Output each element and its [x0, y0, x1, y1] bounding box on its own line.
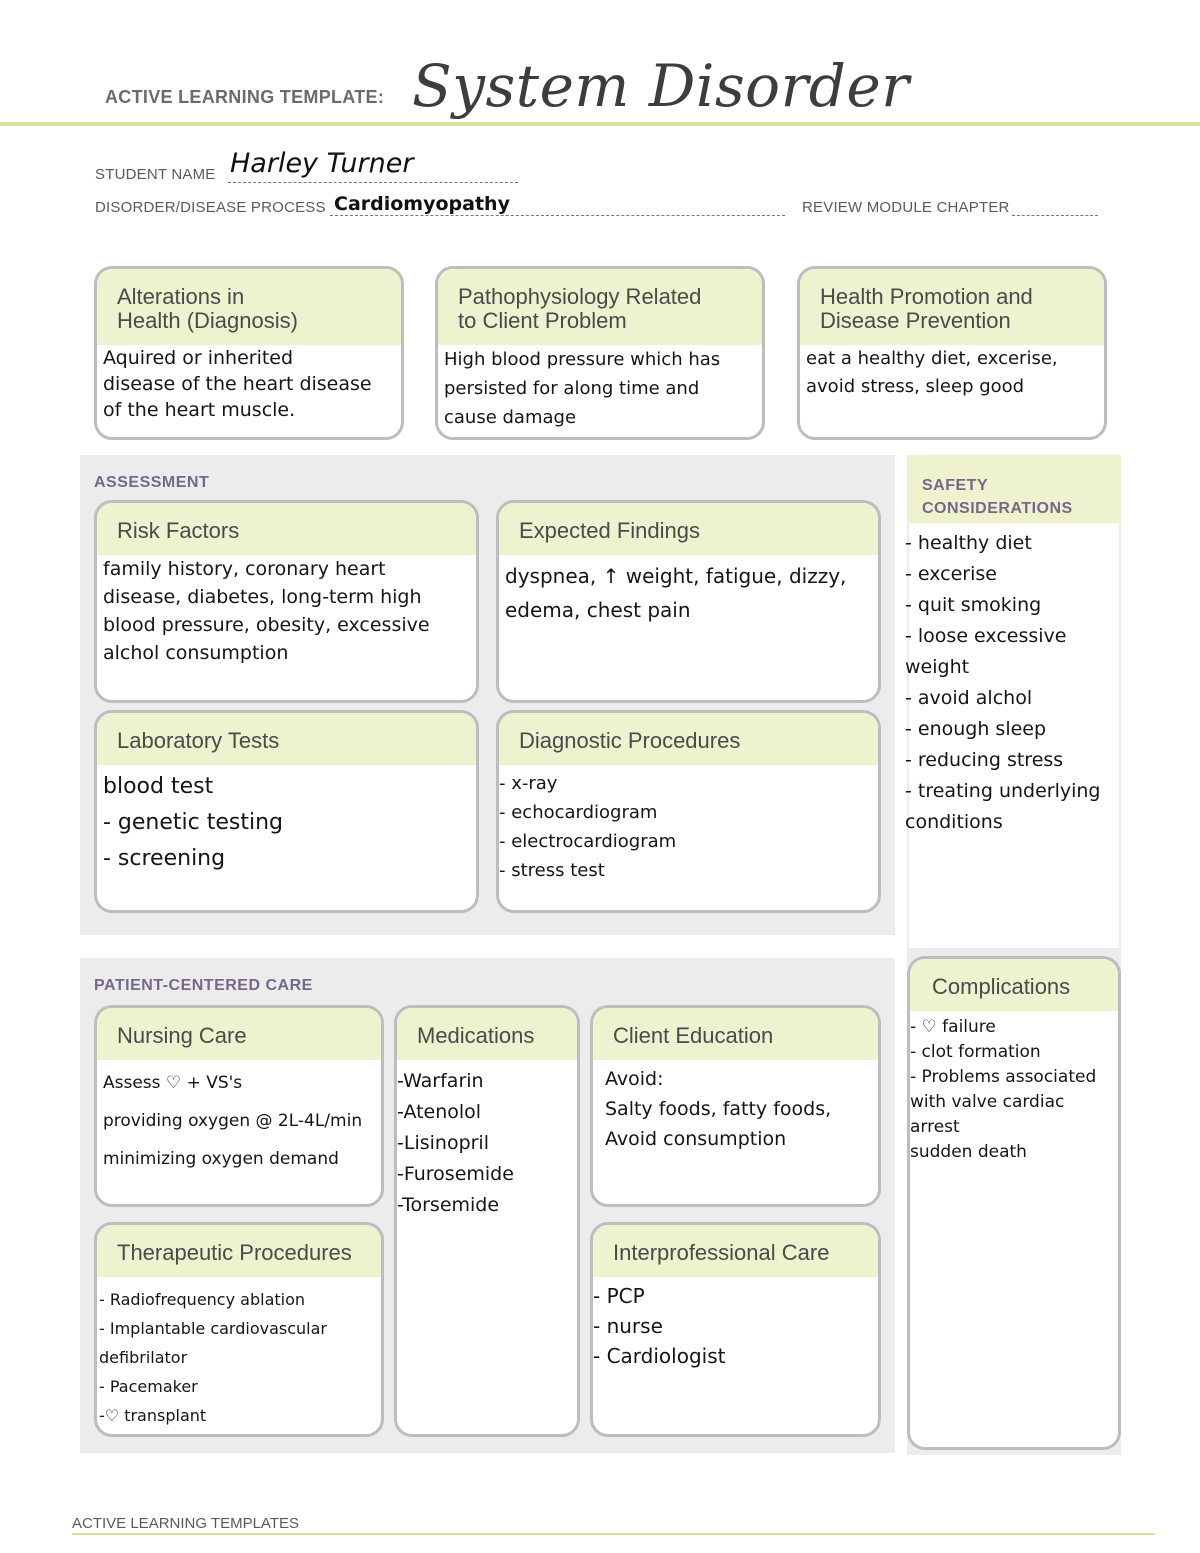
- template-title: System Disorder: [412, 52, 910, 120]
- pathophysiology-title: Pathophysiology Related to Client Problem: [438, 269, 762, 345]
- client-education-title: Client Education: [593, 1008, 878, 1060]
- safety-content[interactable]: - healthy diet - excerise - quit smoking - loose excessive weight - avoid alchol - enough sleep - reducing stress - treating underlying conditions: [905, 532, 1101, 833]
- diagnostic-procedures-box: [496, 710, 881, 913]
- diagnostic-procedures-content[interactable]: - x-ray - echocardiogram - electrocardiogram - stress test: [499, 773, 677, 881]
- student-name-value[interactable]: Harley Turner: [230, 148, 414, 179]
- risk-factors-box: [94, 500, 479, 703]
- safety-section-label: SAFETY CONSIDERATIONS: [922, 477, 1073, 517]
- disorder-value[interactable]: Cardiomyopathy: [334, 193, 510, 215]
- health-promotion-title: Health Promotion and Disease Prevention: [800, 269, 1104, 345]
- alterations-box: [94, 266, 404, 440]
- health-promotion-content[interactable]: eat a healthy diet, excerise, avoid stress, sleep good: [806, 348, 1058, 397]
- complications-title: Complications: [910, 959, 1118, 1011]
- client-education-content[interactable]: Avoid: Salty foods, fatty foods, Avoid consumption: [605, 1068, 832, 1150]
- footer-label: ACTIVE LEARNING TEMPLATES: [72, 1515, 299, 1532]
- template-label: ACTIVE LEARNING TEMPLATE:: [105, 87, 385, 107]
- therapeutic-procedures-content[interactable]: - Radiofrequency ablation - Implantable cardiovascular defibrilator - Pacemaker -♡ transplant: [99, 1290, 327, 1425]
- disorder-underline: [330, 215, 785, 216]
- laboratory-tests-content[interactable]: blood test - genetic testing - screening: [103, 774, 284, 871]
- risk-factors-content[interactable]: family history, coronary heart disease, diabetes, long-term high blood pressure, obesity, excessive alchol consumption: [103, 558, 430, 664]
- risk-factors-title: Risk Factors: [97, 503, 476, 555]
- expected-findings-content[interactable]: dyspnea, ↑ weight, fatigue, dizzy, edema, chest pain: [505, 564, 847, 622]
- review-module-label: REVIEW MODULE CHAPTER: [802, 199, 1010, 216]
- medications-box: [394, 1005, 580, 1437]
- nursing-care-title: Nursing Care: [97, 1008, 381, 1060]
- student-name-label: STUDENT NAME: [95, 166, 216, 183]
- interprofessional-care-content[interactable]: - PCP - nurse - Cardiologist: [593, 1284, 726, 1368]
- therapeutic-procedures-title: Therapeutic Procedures: [97, 1225, 381, 1277]
- interprofessional-care-box: [590, 1222, 881, 1437]
- expected-findings-box: [496, 500, 881, 703]
- nursing-care-box: [94, 1005, 384, 1207]
- diagnostic-procedures-title: Diagnostic Procedures: [499, 713, 878, 765]
- alterations-content[interactable]: Aquired or inherited disease of the heart disease of the heart muscle.: [103, 347, 372, 421]
- therapeutic-procedures-box: [94, 1222, 384, 1437]
- laboratory-tests-title: Laboratory Tests: [97, 713, 476, 765]
- health-promotion-box: [797, 266, 1107, 440]
- interprofessional-care-title: Interprofessional Care: [593, 1225, 878, 1277]
- review-module-underline[interactable]: [1012, 215, 1098, 216]
- assessment-section-label: ASSESSMENT: [94, 474, 210, 491]
- nursing-care-content[interactable]: Assess ♡ + VS's providing oxygen @ 2L-4L/min minimizing oxygen demand: [103, 1073, 363, 1169]
- expected-findings-title: Expected Findings: [499, 503, 878, 555]
- header-divider: [0, 122, 1200, 126]
- pathophysiology-content[interactable]: High blood pressure which has persisted for along time and cause damage: [444, 349, 721, 428]
- student-name-underline: [228, 182, 518, 183]
- medications-content[interactable]: -Warfarin -Atenolol -Lisinopril -Furosemide -Torsemide: [397, 1070, 514, 1216]
- patient-centered-care-section-label: PATIENT-CENTERED CARE: [94, 977, 313, 994]
- complications-box: [907, 956, 1121, 1450]
- medications-title: Medications: [397, 1008, 577, 1060]
- client-education-box: [590, 1005, 881, 1207]
- pathophysiology-box: [435, 266, 765, 440]
- disorder-label: DISORDER/DISEASE PROCESS: [95, 199, 326, 216]
- laboratory-tests-box: [94, 710, 479, 913]
- complications-content[interactable]: - ♡ failure - clot formation - Problems associated with valve cardiac arrest sudden death: [910, 1017, 1097, 1162]
- alterations-title: Alterations in Health (Diagnosis): [97, 269, 401, 345]
- footer-divider: [72, 1533, 1155, 1535]
